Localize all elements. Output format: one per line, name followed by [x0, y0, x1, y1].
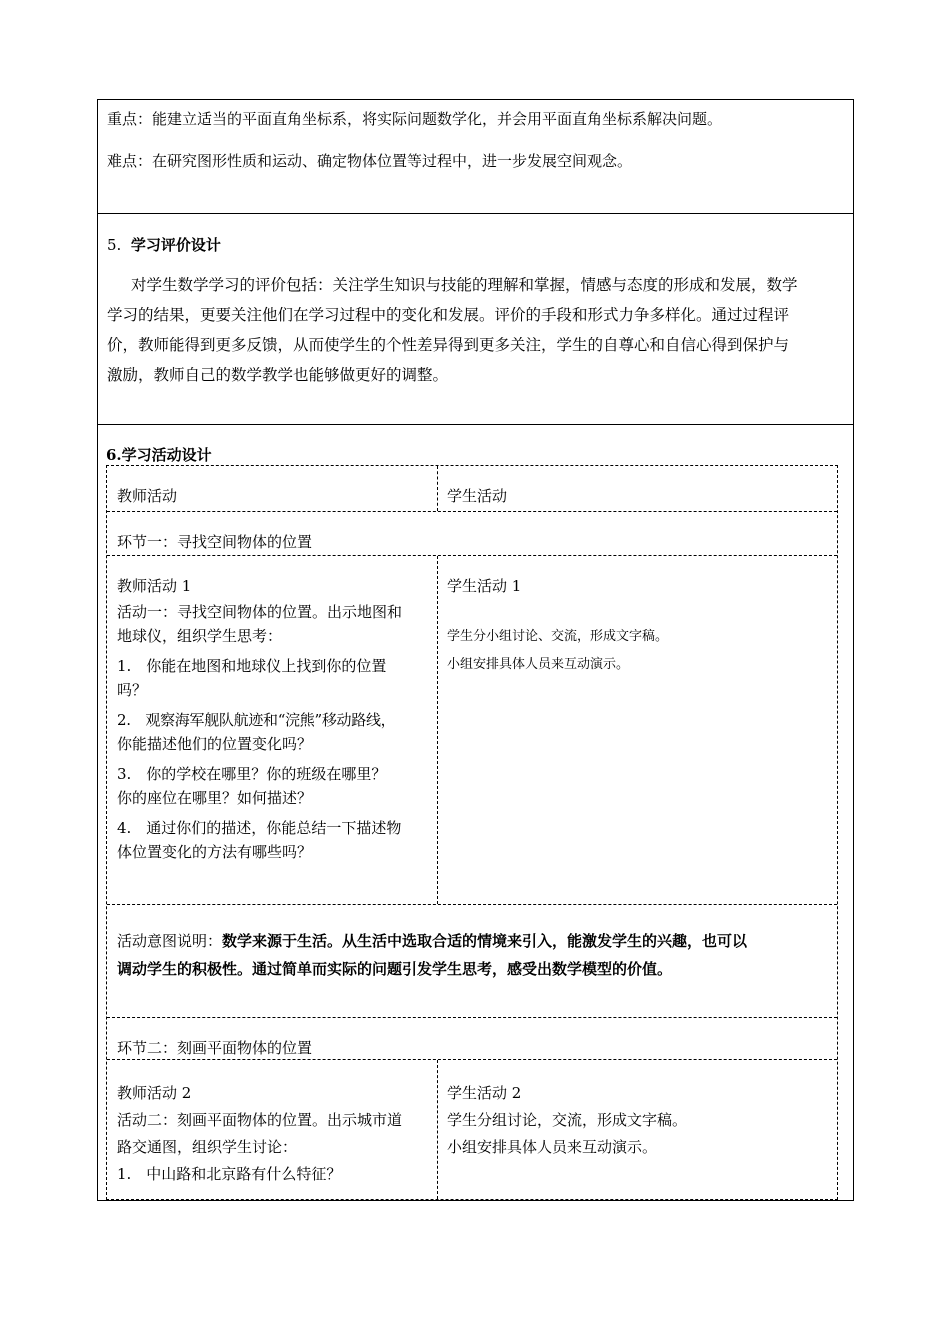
key-points-section: [98, 100, 853, 214]
evaluation-line-3: 价，教师能得到更多反馈，从而使学生的个性差异得到更多关注，学生的自尊心和自信心得到保护与: [107, 336, 790, 354]
activity-row-1: [107, 556, 837, 905]
teacher-activity-2-title: 教师活动 2: [117, 1084, 192, 1102]
teacher-activity-2-line: 1. 中山路和北京路有什么特征？: [117, 1165, 342, 1183]
key-point-text: 重点：能建立适当的平面直角坐标系，将实际问题数学化，并会用平面直角坐标系解决问题。: [107, 110, 723, 128]
question-item: 2. 观察海军舰队航迹和“浣熊”移动路线，: [117, 711, 396, 729]
question-item: 3. 你的学校在哪里？你的班级在哪里？: [117, 765, 387, 783]
student-activity-2-line: 学生分组讨论，交流，形成文字稿。: [447, 1111, 688, 1129]
header-teacher: 教师活动: [117, 487, 178, 505]
evaluation-section: [98, 214, 853, 425]
teacher-activity-2-line: 路交通图，组织学生讨论：: [117, 1138, 298, 1156]
activity-section: [98, 425, 853, 1200]
intent-row: [107, 905, 837, 1018]
student-activity-2: [447, 1080, 827, 1161]
student-activity-2-line: 小组安排具体人员来互动演示。: [447, 1138, 658, 1156]
stage-2-label: 环节二：刻画平面物体的位置: [117, 1039, 313, 1057]
stage-row-1: [107, 512, 837, 556]
student-activity-1: [447, 576, 827, 674]
evaluation-heading: [107, 235, 221, 255]
evaluation-line-4: 激励，教师自己的数学教学也能够做更好的调整。: [107, 366, 449, 384]
question-item-cont: 你的座位在哪里？如何描述？: [117, 789, 313, 807]
activity-header-row: [107, 466, 837, 512]
teacher-activity-2: [117, 1080, 432, 1188]
column-divider: [437, 466, 438, 511]
teacher-activity-1-title: 教师活动 1: [117, 577, 192, 595]
question-item-cont: 吗？: [117, 681, 148, 699]
question-item-cont: 体位置变化的方法有哪些吗？: [117, 843, 313, 861]
activity-table: [106, 465, 838, 1200]
intent-text: [117, 927, 832, 983]
student-activity-2-title: 学生活动 2: [447, 1084, 522, 1102]
activity-heading: 6.学习活动设计: [106, 446, 212, 464]
student-activity-1-title: 学生活动 1: [447, 577, 522, 595]
stage-1-label: 环节一：寻找空间物体的位置: [117, 533, 313, 551]
difficult-point-text: 难点：在研究图形性质和运动、确定物体位置等过程中，进一步发展空间观念。: [107, 152, 633, 170]
question-item-cont: 你能描述他们的位置变化吗？: [117, 735, 313, 753]
question-item: 1. 你能在地图和地球仪上找到你的位置: [117, 657, 387, 675]
intent-bold-2: 调动学生的积极性。通过简单而实际的问题引发学生思考，感受出数学模型的价值。: [117, 960, 673, 978]
teacher-activity-1-line: 活动一：寻找空间物体的位置。出示地图和: [117, 603, 403, 621]
section-number: 5.: [107, 236, 122, 254]
evaluation-line-2: 学习的结果，更要关注他们在学习过程中的变化和发展。评价的手段和形式力争多样化。通过过程评: [107, 306, 790, 324]
teacher-activity-2-line: 活动二：刻画平面物体的位置。出示城市道: [117, 1111, 403, 1129]
student-activity-1-line: 学生分小组讨论、交流，形成文字稿。: [447, 629, 669, 644]
document-table: [97, 99, 854, 1201]
student-activity-1-line: 小组安排具体人员来互动演示。: [447, 657, 630, 672]
stage-row-2: [107, 1018, 837, 1060]
teacher-activity-1-line: 地球仪，组织学生思考：: [117, 627, 283, 645]
header-student: 学生活动: [447, 487, 508, 505]
intent-label: 活动意图说明：: [117, 932, 223, 950]
evaluation-line-1: 对学生数学学习的评价包括：关注学生知识与技能的理解和掌握，情感与态度的形成和发展，数学: [131, 276, 798, 294]
column-divider: [437, 1060, 438, 1199]
section-title: 学习评价设计: [130, 236, 221, 254]
intent-bold-1: 数学来源于生活。从生活中选取合适的情境来引入，能激发学生的兴趣，也可以: [222, 932, 748, 950]
question-item: 4. 通过你们的描述，你能总结一下描述物: [117, 819, 402, 837]
activity-row-2: [107, 1060, 837, 1199]
teacher-activity-1: [117, 576, 432, 864]
column-divider: [437, 556, 438, 904]
